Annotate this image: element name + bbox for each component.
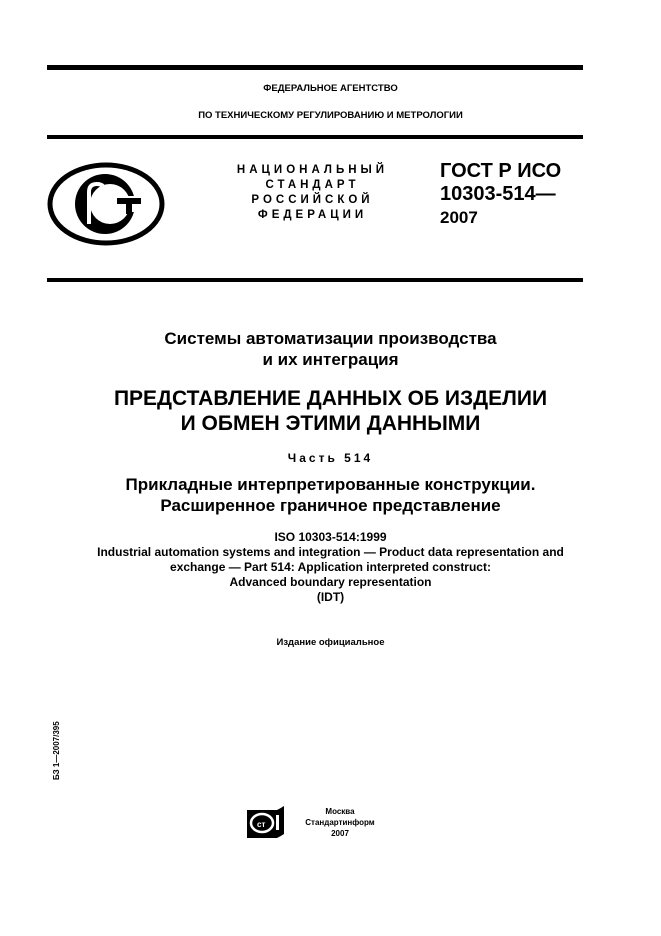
standard-designation	[440, 160, 561, 229]
top-rule	[47, 65, 583, 70]
series-title-line-1: Системы автоматизации производства	[164, 329, 497, 348]
header-bottom-rule	[47, 278, 583, 282]
publisher-name: Стандартинформ	[305, 818, 375, 827]
svg-text:ст: ст	[257, 820, 266, 829]
publisher-info	[295, 806, 385, 839]
part-title-line-2: Расширенное граничное представление	[160, 496, 501, 515]
series-title	[0, 328, 661, 370]
agency-rule	[47, 135, 583, 139]
designation-line-1: ГОСТ Р ИСО	[440, 160, 562, 182]
designation-line-3: 2007	[440, 208, 478, 227]
iso-title-line-4: (IDT)	[316, 590, 345, 604]
agency-line-1: ФЕДЕРАЛЬНОЕ АГЕНТСТВО	[263, 83, 398, 94]
rst-logo-icon	[47, 162, 165, 246]
publisher-year: 2007	[331, 829, 349, 838]
national-standard-line: ФЕДЕРАЦИИ	[257, 209, 368, 221]
series-title-line-2: и их интеграция	[262, 350, 399, 369]
main-title-line-2: И ОБМЕН ЭТИМИ ДАННЫМИ	[180, 412, 481, 435]
part-title-line-1: Прикладные интерпретированные конструкции.	[125, 475, 536, 494]
part-number: Часть 514	[287, 451, 374, 465]
iso-title-line-2: exchange — Part 514: Application interpreted construct:	[170, 560, 491, 574]
national-standard-line: РОССИЙСКОЙ	[251, 194, 374, 206]
edition-label: Издание официальное	[276, 637, 385, 648]
iso-title-line-3: Advanced boundary representation	[229, 575, 432, 589]
publisher-city: Москва	[325, 807, 355, 816]
designation-line-2: 10303-514—	[440, 183, 556, 205]
national-standard-label	[220, 163, 405, 223]
main-title	[0, 386, 661, 436]
side-code: БЗ 1—2007/395	[52, 721, 61, 780]
national-standard-line: НАЦИОНАЛЬНЫЙ	[236, 164, 389, 176]
part-title	[0, 474, 661, 516]
agency-line-2: ПО ТЕХНИЧЕСКОМУ РЕГУЛИРОВАНИЮ И МЕТРОЛОГИИ	[198, 110, 463, 121]
national-standard-line: СТАНДАРТ	[265, 179, 360, 191]
iso-reference	[0, 530, 661, 605]
iso-number: ISO 10303-514:1999	[274, 530, 387, 544]
main-title-line-1: ПРЕДСТАВЛЕНИЕ ДАННЫХ ОБ ИЗДЕЛИИ	[113, 387, 548, 410]
standartinform-logo-icon	[247, 806, 285, 838]
iso-title-line-1: Industrial automation systems and integration — Product data representation and	[97, 545, 564, 559]
